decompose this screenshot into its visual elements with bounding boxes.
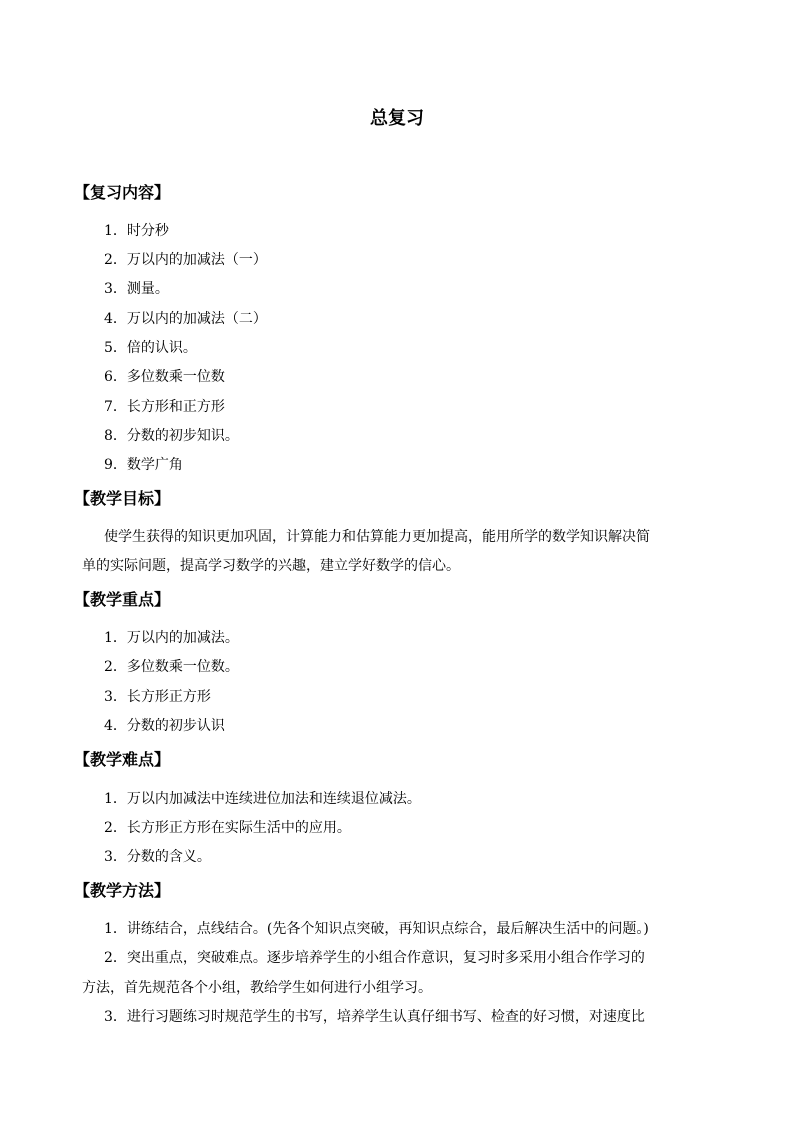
- list-item: 4．万以内的加减法（二）: [104, 311, 267, 327]
- list-item: 8．分数的初步知识。: [104, 428, 239, 444]
- list-item: 2．多位数乘一位数。: [104, 659, 239, 675]
- list-item: 1．万以内的加减法。: [104, 630, 239, 646]
- heading-key-points: 【教学重点】: [74, 590, 171, 609]
- list-item: 3．测量。: [104, 281, 169, 297]
- heading-difficulties: 【教学难点】: [74, 750, 171, 769]
- list-item: 6．多位数乘一位数: [104, 369, 225, 385]
- paragraph-line: 3．进行习题练习时规范学生的书写，培养学生认真仔细书写、检查的好习惯，对速度比: [104, 1009, 645, 1025]
- page-title: 总复习: [370, 108, 424, 129]
- list-item: 7．长方形和正方形: [104, 399, 225, 415]
- paragraph-line: 1．讲练结合，点线结合。(先各个知识点突破，再知识点综合，最后解决生活中的问题。): [104, 921, 649, 937]
- paragraph-line: 2．突出重点，突破难点。逐步培养学生的小组合作意识，复习时多采用小组合作学习的: [104, 950, 645, 966]
- list-item: 4．分数的初步认识: [104, 718, 225, 734]
- list-item: 2．万以内的加减法（一）: [104, 252, 267, 268]
- paragraph-line: 使学生获得的知识更加巩固，计算能力和估算能力更加提高，能用所学的数学知识解决简: [104, 529, 650, 545]
- list-item: 1．万以内加减法中连续进位加法和连续退位减法。: [104, 791, 421, 807]
- list-item: 3．分数的含义。: [104, 849, 211, 865]
- paragraph-line: 方法，首先规范各个小组，教给学生如何进行小组学习。: [82, 980, 432, 996]
- paragraph-line: 单的实际问题，提高学习数学的兴趣，建立学好数学的信心。: [82, 558, 460, 574]
- list-item: 1．时分秒: [104, 223, 169, 239]
- heading-methods: 【教学方法】: [74, 881, 171, 900]
- list-item: 3．长方形正方形: [104, 689, 211, 705]
- list-item: 5．倍的认识。: [104, 340, 197, 356]
- list-item: 9．数学广角: [104, 457, 183, 473]
- heading-review-content: 【复习内容】: [74, 183, 171, 202]
- list-item: 2．长方形正方形在实际生活中的应用。: [104, 820, 351, 836]
- heading-teaching-goal: 【教学目标】: [74, 489, 171, 508]
